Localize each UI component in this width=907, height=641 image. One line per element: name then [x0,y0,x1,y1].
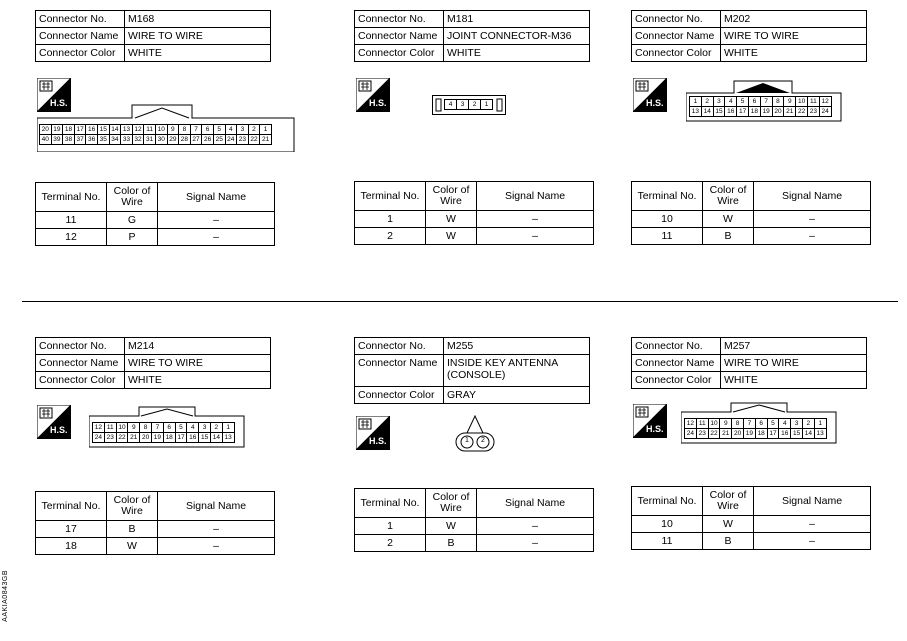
connector-info-table [35,337,271,389]
connector-color-label: Connector Color [36,45,125,62]
pin-cell: 26 [201,134,214,145]
connector-name-label: Connector Name [632,355,721,372]
pin-cell: 1 [222,422,235,433]
signal-name: – [477,535,594,552]
signal-name: – [158,538,275,555]
pin-cell: 10 [708,418,721,429]
pin-cell: 19 [151,432,164,443]
wire-color: W [703,211,754,228]
connector-color-value: WHITE [125,372,271,389]
pin-cell: 13 [222,432,235,443]
connector-no-value: M255 [444,338,590,355]
pin-cell: 14 [802,428,815,439]
terminal-table [631,181,871,245]
terminal-no: 11 [632,533,703,550]
connector-no-label: Connector No. [355,11,444,28]
pin-cell: 2 [210,422,223,433]
connector-no-value: M202 [721,11,867,28]
signal-name: – [158,521,275,538]
pin-cell: 14 [109,124,122,135]
terminal-no: 11 [36,212,107,229]
signal-name-header: Signal Name [158,183,275,212]
terminal-no-header: Terminal No. [632,487,703,516]
connector-no-value: M181 [444,11,590,28]
pin-cell: 15 [790,428,803,439]
pin-cell: 16 [778,428,791,439]
terminal-no-header: Terminal No. [632,182,703,211]
pin-cell: 18 [755,428,768,439]
terminal-no-header: Terminal No. [36,183,107,212]
terminal-no: 10 [632,211,703,228]
pin-cell: 20 [772,106,785,117]
pin-cell: 5 [175,422,188,433]
pin-cell: 34 [109,134,122,145]
wire-color: W [426,518,477,535]
pin-cell: 28 [178,134,191,145]
table-row [355,518,594,535]
pin-cell: 21 [259,134,272,145]
connector-color-value: WHITE [444,45,590,62]
table-row [632,533,871,550]
pin-cell: 2 [701,96,714,107]
section-divider [22,301,898,302]
wire-color: W [107,538,158,555]
pin-cell: 16 [85,124,98,135]
pin-cell: 3 [790,418,803,429]
pin-cell: 10 [795,96,808,107]
pin-cell: 17 [175,432,188,443]
pin-cell: 18 [62,124,75,135]
pin-cell: 24 [92,432,105,443]
terminal-no: 11 [632,228,703,245]
table-row [355,211,594,228]
wire-color: G [107,212,158,229]
pin-cell: 8 [772,96,785,107]
hs-label: H.S. [646,424,664,434]
pin-cell: 2 [481,437,485,444]
wire-color: W [426,228,477,245]
connector-name-value: WIRE TO WIRE [721,355,867,372]
terminal-no-header: Terminal No. [36,492,107,521]
signal-name-header: Signal Name [754,182,871,211]
pin-cell: 20 [139,432,152,443]
connector-color-value: WHITE [721,45,867,62]
pin-cell: 17 [736,106,749,117]
pin-cell: 21 [783,106,796,117]
connector-no-value: M214 [125,338,271,355]
wire-color: B [703,228,754,245]
wire-color: W [703,516,754,533]
color-of-wire-header: Color of Wire [426,182,477,211]
terminal-no: 10 [632,516,703,533]
connector-no-label: Connector No. [36,338,125,355]
terminal-table [354,181,594,245]
pin-cell: 5 [767,418,780,429]
terminal-table [35,491,275,555]
pin-cell: 40 [39,134,52,145]
pin-cell: 27 [190,134,203,145]
pin-cell: 9 [167,124,180,135]
terminal-table [631,486,871,550]
table-row [36,212,275,229]
pin-cell: 4 [778,418,791,429]
table-row [355,535,594,552]
pin-cell: 1 [465,437,469,444]
table-row [36,229,275,246]
color-of-wire-header: Color of Wire [703,182,754,211]
pin-cell: 15 [713,106,726,117]
terminal-no: 2 [355,228,426,245]
pin-cell: 24 [225,134,238,145]
signal-name: – [754,533,871,550]
pin-cell: 32 [132,134,145,145]
wire-color: B [703,533,754,550]
pin-cell: 22 [248,134,261,145]
hs-label: H.S. [50,98,68,108]
color-of-wire-header: Color of Wire [703,487,754,516]
terminal-no: 1 [355,211,426,228]
pin-cell: 7 [190,124,203,135]
connector-name-label: Connector Name [355,28,444,45]
wire-color: B [426,535,477,552]
connector-info-table [631,337,867,389]
terminal-no: 18 [36,538,107,555]
connector-name-value: WIRE TO WIRE [125,28,271,45]
hs-label: H.S. [646,98,664,108]
pin-cell: 2 [802,418,815,429]
color-of-wire-header: Color of Wire [107,183,158,212]
pin-cell: 19 [51,124,64,135]
connector-color-label: Connector Color [36,372,125,389]
pin-cell: 12 [92,422,105,433]
pin-cell: 7 [760,96,773,107]
signal-name-header: Signal Name [477,489,594,518]
connector-color-label: Connector Color [355,45,444,62]
terminal-no: 12 [36,229,107,246]
hs-view-icon [633,404,667,443]
pin-cell: 9 [783,96,796,107]
signal-name: – [477,228,594,245]
pin-cell: 22 [795,106,808,117]
table-row [36,538,275,555]
terminal-no: 2 [355,535,426,552]
pin-cell: 25 [213,134,226,145]
signal-name: – [158,212,275,229]
pin-cell: 9 [127,422,140,433]
wire-color: B [107,521,158,538]
pin-cell: 2 [248,124,261,135]
pin-cell: 6 [748,96,761,107]
pin-cell: 19 [743,428,756,439]
figure-code: AAKIA0843GB [2,570,9,622]
connector-info-table [354,337,590,404]
connector-name-value: WIRE TO WIRE [721,28,867,45]
table-row [632,228,871,245]
signal-name-header: Signal Name [754,487,871,516]
pin-cell: 1 [259,124,272,135]
pin-cell: 20 [39,124,52,135]
pin-cell: 2 [468,99,481,110]
connector-no-label: Connector No. [632,338,721,355]
pin-cell: 22 [708,428,721,439]
pin-cell: 13 [814,428,827,439]
pin-cell: 18 [163,432,176,443]
pin-cell: 5 [736,96,749,107]
pin-cell: 23 [807,106,820,117]
hs-label: H.S. [369,98,387,108]
terminal-no: 1 [355,518,426,535]
pin-cell: 3 [236,124,249,135]
pin-cell: 30 [155,134,168,145]
pin-cell: 17 [74,124,87,135]
pin-cell: 11 [143,124,156,135]
pin-cell: 19 [760,106,773,117]
signal-name: – [477,211,594,228]
pin-cell: 12 [684,418,697,429]
pin-cell: 1 [689,96,702,107]
pin-cell: 10 [155,124,168,135]
pin-cell: 23 [236,134,249,145]
connector-name-label: Connector Name [36,355,125,372]
pin-cell: 14 [210,432,223,443]
table-row [355,228,594,245]
pin-cell: 16 [186,432,199,443]
connector-name-value: INSIDE KEY ANTENNA (CONSOLE) [444,355,590,387]
signal-name-header: Signal Name [477,182,594,211]
hs-label: H.S. [369,436,387,446]
connector-info-table [354,10,590,62]
pin-cell: 23 [104,432,117,443]
pin-cell: 23 [696,428,709,439]
pin-cell: 4 [724,96,737,107]
table-row [632,211,871,228]
hs-view-icon [37,405,71,444]
terminal-no-header: Terminal No. [355,489,426,518]
signal-name: – [754,228,871,245]
pin-cell: 24 [819,106,832,117]
pin-cell: 7 [743,418,756,429]
pin-cell: 8 [731,418,744,429]
color-of-wire-header: Color of Wire [107,492,158,521]
pin-cell: 17 [767,428,780,439]
pin-cell: 4 [225,124,238,135]
terminal-table [35,182,275,246]
connector-no-value: M168 [125,11,271,28]
hs-label: H.S. [50,425,68,435]
pin-cell: 24 [684,428,697,439]
pin-cell: 21 [127,432,140,443]
connector-name-label: Connector Name [36,28,125,45]
connector-color-label: Connector Color [355,387,444,404]
pin-cell: 11 [696,418,709,429]
pin-cell: 18 [748,106,761,117]
signal-name: – [754,211,871,228]
pin-cell: 20 [731,428,744,439]
connector-color-value: WHITE [125,45,271,62]
terminal-no: 17 [36,521,107,538]
connector-name-value: JOINT CONNECTOR-M36 [444,28,590,45]
hs-view-icon [356,78,390,117]
pin-cell: 21 [719,428,732,439]
connector-no-label: Connector No. [355,338,444,355]
pin-cell: 12 [819,96,832,107]
connector-no-label: Connector No. [36,11,125,28]
pin-cell: 9 [719,418,732,429]
wire-color: P [107,229,158,246]
pin-cell: 39 [51,134,64,145]
connector-info-table [35,10,271,62]
pin-cell: 35 [97,134,110,145]
hs-view-icon [356,416,390,455]
connector-name-label: Connector Name [355,355,444,387]
connector-name-label: Connector Name [632,28,721,45]
connector-no-label: Connector No. [632,11,721,28]
pin-cell: 15 [97,124,110,135]
connector-no-value: M257 [721,338,867,355]
pin-cell: 6 [201,124,214,135]
pin-cell: 15 [198,432,211,443]
pin-cell: 11 [104,422,117,433]
connector-name-value: WIRE TO WIRE [125,355,271,372]
connector-color-label: Connector Color [632,372,721,389]
pin-cell: 1 [480,99,493,110]
pin-cell: 4 [444,99,457,110]
pin-cell: 16 [724,106,737,117]
pin-cell: 6 [163,422,176,433]
pin-cell: 6 [755,418,768,429]
pin-cell: 3 [713,96,726,107]
pin-cell: 33 [120,134,133,145]
pin-cell: 8 [139,422,152,433]
pin-cell: 14 [701,106,714,117]
pin-cell: 5 [213,124,226,135]
pin-cell: 12 [132,124,145,135]
signal-name: – [754,516,871,533]
connector-color-value: GRAY [444,387,590,404]
pin-cell: 8 [178,124,191,135]
pin-cell: 13 [689,106,702,117]
pin-cell: 29 [167,134,180,145]
table-row [36,521,275,538]
pin-cell: 36 [85,134,98,145]
pin-cell: 7 [151,422,164,433]
pin-cell: 22 [116,432,129,443]
pin-cell: 31 [143,134,156,145]
pin-cell: 38 [62,134,75,145]
pin-cell: 1 [814,418,827,429]
connector-info-table [631,10,867,62]
signal-name-header: Signal Name [158,492,275,521]
pin-cell: 37 [74,134,87,145]
pin-cell: 10 [116,422,129,433]
signal-name: – [158,229,275,246]
connector-color-label: Connector Color [632,45,721,62]
terminal-no-header: Terminal No. [355,182,426,211]
pin-cell: 13 [120,124,133,135]
wire-color: W [426,211,477,228]
signal-name: – [477,518,594,535]
connector-color-value: WHITE [721,372,867,389]
pin-cell: 3 [198,422,211,433]
hs-view-icon [633,78,667,117]
terminal-table [354,488,594,552]
color-of-wire-header: Color of Wire [426,489,477,518]
pin-cell: 4 [186,422,199,433]
pin-cell: 11 [807,96,820,107]
table-row [632,516,871,533]
pin-cell: 3 [456,99,469,110]
